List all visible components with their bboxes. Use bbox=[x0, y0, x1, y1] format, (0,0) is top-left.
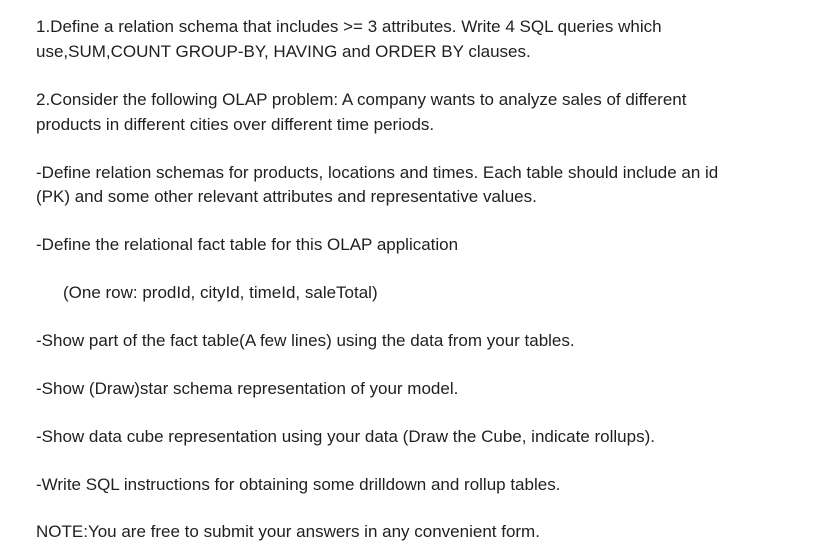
schemas-line-2: (PK) and some other relevant attributes and representative values. bbox=[36, 187, 537, 206]
q2-line-1: 2.Consider the following OLAP problem: A company wants to analyze sales of different bbox=[36, 90, 687, 109]
fact-table-instruction: -Define the relational fact table for this OLAP application bbox=[36, 235, 459, 254]
show-fact-table-instruction: -Show part of the fact table(A few lines) using the data from your tables. bbox=[36, 331, 575, 350]
one-row-example: (One row: prodId, cityId, timeId, saleTotal) bbox=[63, 283, 378, 302]
star-schema-instruction: -Show (Draw)star schema representation of your model. bbox=[36, 379, 459, 398]
q2-line-2: products in different cities over different time periods. bbox=[36, 115, 435, 134]
q1-line-2: use,SUM,COUNT GROUP-BY, HAVING and ORDER BY clauses. bbox=[36, 42, 531, 61]
q1-line-1: 1.Define a relation schema that includes >= 3 attributes. Write 4 SQL queries which bbox=[36, 17, 662, 36]
note-text: NOTE:You are free to submit your answers in any convenient form. bbox=[36, 522, 540, 541]
sql-instruction: -Write SQL instructions for obtaining some drilldown and rollup tables. bbox=[36, 475, 561, 494]
data-cube-instruction: -Show data cube representation using your data (Draw the Cube, indicate rollups). bbox=[36, 427, 655, 446]
schemas-line-1: -Define relation schemas for products, locations and times. Each table should include an id bbox=[36, 163, 719, 182]
